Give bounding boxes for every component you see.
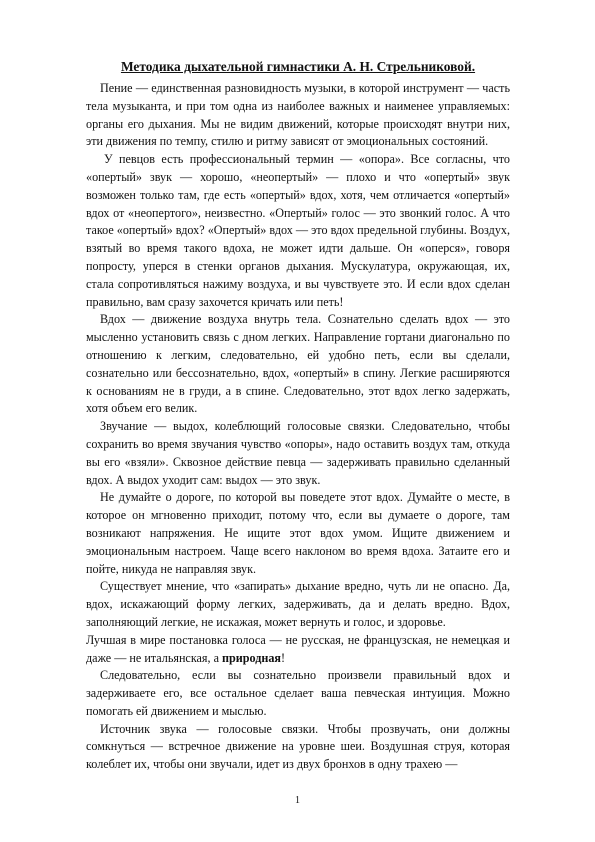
paragraph-8: Следовательно, если вы сознательно произвели правильный вдох и задерживаете его, все остальное сделает ваша певческая интуиция. Можно помогать ей движением и мыслью. <box>86 668 510 718</box>
paragraph-natural-voice-end: ! <box>281 650 286 665</box>
paragraph-4: Звучание — выдох, колеблющий голосовые связки. Следовательно, чтобы сохранить во время звучания чувство «опоры», надо оставить воздух там, откуда вы его «взяли». Сквозное действие певца — задерживать правильно сделанный вдох. А выдох уходит сам: выдох — это звук. <box>86 419 510 487</box>
paragraph-5: Не думайте о дороге, по которой вы поведете этот вдох. Думайте о месте, в которое он мгновенно приходит, потому что, если вы думаете о дороге, там возникают напряжения. Не ищите этот вдох умом. Ищите движением и эмоциональным настроем. Чаще всего наклоном во время вдоха. Затаите его и пойте, никуда не направляя звук. <box>86 490 510 576</box>
paragraph-natural-voice-text: Лучшая в мире постановка голоса — не русская, не французская, не немецкая и даже — не итальянская, а <box>86 632 510 665</box>
paragraph-2: У певцов есть профессиональный термин — «опора». Все согласны, что «опертый» звук — хорошо, «неопертый» — плохо и что «опертый» звук возможен только там, где есть «опертый» вдох, хотя, чем отличается «опертый» вдох от «неопертого», неизвестно. «Опертый» голос — это звонкий голос. А что такое «опертый» вдох? «Опертый» вдох — это вдох предельной глубины. Воздух, взятый во время такого вдоха, не может идти дальше. Он «оперся», говоря попросту, уперся в стенки органов дыхания. Мускулатура, окружающая, их, стала сопротивляться нажиму воздуха, и вы чувствуете это. И если вдох сделан правильно, вам сразу захочется кричать или петь! <box>86 152 510 309</box>
paragraph-9: Источник звука — голосовые связки. Чтобы прозвучать, они должны сомкнуться — встречное движение на уровне шеи. Воздушная струя, которая колеблет их, чтобы они звучали, идет из двух бронхов в одну трахею — <box>86 721 510 772</box>
paragraph-6: Существует мнение, что «запирать» дыхание вредно, чуть ли не опасно. Да, вдох, искажающий форму легких, задерживать, да и делать вредно. Вдох, заполняющий легкие, не искажая, может вернуть и голос, и здоровье. <box>86 579 510 629</box>
paragraph-1: Пение — единственная разновидность музыки, в которой инструмент — часть тела музыканта, и при том одна из наиболее важных и наименее управляемых: органы его дыхания. Мы не видим движений, которые происходят внутри них, эти движения по темпу, стилю и ритму зависят от эмоциональных состояний. <box>86 81 510 149</box>
paragraph-3: Вдох — движение воздуха внутрь тела. Сознательно сделать вдох — это мысленно установить связь с дном легких. Направление гортани диагонально по отношению к легким, следовательно, ей удобно петь, если вы сделали, сознательно или бессознательно, вдох, «опертый» в спину. Легкие расширяются к основаниям не в груди, а в спине. Следовательно, этот вдох легко задержать, хотя объем его велик. <box>86 312 510 416</box>
document-title: Методика дыхательной гимнастики А. Н. Стрельниковой. <box>120 59 476 74</box>
document-body <box>86 58 510 774</box>
paragraph-natural-voice <box>86 632 510 668</box>
emphasis-natural: природная <box>222 650 282 665</box>
page-number: 1 <box>295 795 300 806</box>
